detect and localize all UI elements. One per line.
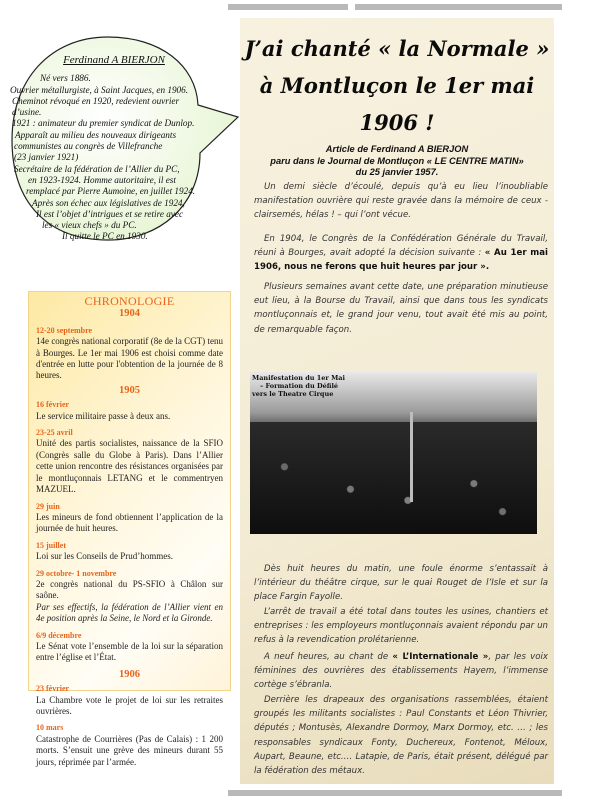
byline-line: paru dans le Journal de Montluçon « LE CENTRE MATIN» — [270, 155, 524, 166]
paragraph-1 — [254, 180, 548, 223]
bio-line: Après son échec aux législatives de 1924, — [32, 197, 185, 208]
event-text: Loi sur les Conseils de Prud’hommes. — [36, 551, 173, 562]
event-date: 29 octobre- 1 novembre — [36, 568, 117, 578]
year-heading: 1906 — [119, 668, 140, 680]
byline-line: Article de Ferdinand A BIERJON — [325, 144, 469, 154]
bio-line: (23 janvier 1921) — [14, 152, 79, 163]
bio-line: Apparaît au milieu des nouveaux dirigeants — [15, 129, 177, 140]
bio-line: Il quitte le PC en 1930. — [62, 231, 148, 242]
paragraph-text: En 1904, le Congrès de la Confédération Générale du Travail, réuni à Bourges, avait adopté la décision suivante : — [254, 234, 548, 259]
event-date: 16 février — [36, 400, 70, 410]
paragraph-3 — [254, 280, 548, 337]
event-text: Unité des partis socialistes, naissance de la SFIO (Congrès salle du Globe à Paris). Dans l’Allier cette union rencontre des résistances organisées par le montluçonnais LETANG et le commentryen MAZUEL. — [36, 438, 223, 495]
event-date: 15 juillet — [36, 540, 66, 550]
event-text: Le Sénat vote l’ensemble de la loi sur la séparation entre l’église et l’État. — [36, 640, 223, 663]
paragraph-text: Dès huit heures du matin, une foule énorme s’entassait à l’intérieur du théâtre cirque, sur le quai Rouget de l’Isle et sur la place Fargin Fayolle. — [254, 564, 548, 603]
title-line: 1906 ! — [359, 110, 435, 135]
event-date: 23-25 avril — [36, 428, 73, 438]
caption-line: – Formation du Défilé — [260, 382, 339, 390]
paragraph-7 — [254, 693, 548, 778]
photo-caption — [252, 374, 345, 398]
paragraph-text: Plusieurs semaines avant cette date, une préparation minutieuse eut lieu, à la Bourse du Travail, ainsi que dans tous les syndicats montluçonnais et, le grand jour venu, tout avait été mis au point, de remarquable façon. — [254, 282, 548, 335]
quote-bold: « Au 1er mai 1906, nous ne ferons que huit heures par jour ». — [254, 248, 548, 273]
paragraph-4 — [254, 562, 548, 605]
biography-bubble — [0, 25, 245, 260]
event-text: 2e congrès national du PS-SFIO à Châlon sur saône. — [36, 578, 223, 601]
event-date: 10 mars — [36, 723, 64, 733]
byline-line: du 25 janvier 1957. — [355, 167, 439, 177]
paragraph-6 — [254, 650, 548, 693]
bio-line: en 1923-1924. Homme autoritaire, il est — [28, 174, 176, 185]
chronology-title: CHRONOLOGIE — [84, 294, 175, 308]
top-rule-right — [355, 4, 562, 10]
event-date: 29 juin — [36, 501, 60, 511]
paragraph-text: L’arrêt de travail a été total dans toutes les usines, chantiers et entreprises : les employeurs montluçonnais avaient répondu par un refus à la revendication prolétarienne. — [254, 607, 548, 646]
quote-bold: « L’Internationale » — [392, 652, 489, 662]
event-date: 12-20 septembre — [36, 325, 93, 335]
paragraph-text: , par les voix féminines des ouvrières des établissements Hayem, l’immense cortège s’ébranla. — [254, 652, 549, 691]
event-text: 14e congrès national corporatif (8e de la CGT) tenu à Bourges. Le 1er mai 1906 est choisi comme date d'entrée en lutte pour l'obtention de la journée de 8 heures. — [36, 336, 223, 381]
event-date: 6/9 décembre — [36, 630, 82, 640]
photo-pole — [410, 412, 413, 502]
caption-line: Manifestation du 1er Mai — [252, 374, 345, 382]
bottom-rule — [228, 790, 562, 796]
bio-line: remplacé par Pierre Aumoine, en juillet 1924. — [26, 186, 196, 197]
bio-line: d’usine. — [12, 107, 42, 118]
article-title — [240, 30, 554, 141]
article-panel — [240, 18, 554, 784]
paragraph-text: Derrière les drapeaux des organisations rassemblées, étaient groupés les militants socialistes : Paul Constants et Léon Thivrier, députés ; Montusès, Alexandre Dormoy, Marx Dormoy, etc. … ; les responsables syndicaux Fonty, Duchereux, Fontenot, Méloux, Aupart, Beaune, etc.… Latapie, de Paris, était présent, délégué par la fédération des métaux. — [254, 695, 548, 777]
event-text: Les mineurs de fond obtiennent l’application de la journée de huit heures. — [36, 511, 223, 534]
bio-line: 1921 : animateur du premier syndicat de Dunlop. — [12, 118, 195, 129]
event-note: Par ses effectifs, la fédération de l’Allier vient en 4e position après la Seine, le Nord et la Gironde. — [36, 601, 223, 624]
paragraph-text: Un demi siècle d’écoulé, depuis qu’à eu lieu l’inoubliable manifestation ouvrière qui reste gravée dans la mémoire de ceux - clairsemés, hélas ! – qui l’ont vécue. — [254, 182, 548, 221]
photo-crowd — [250, 422, 537, 534]
chronology-box — [28, 291, 231, 767]
bio-line: Secrétaire de la fédération de l’Allier du PC, — [14, 163, 180, 174]
article-byline — [240, 144, 554, 179]
title-line: J’ai chanté « la Normale » — [244, 36, 550, 61]
paragraph-5 — [254, 605, 548, 648]
bio-line: communistes au congrès de Villefranche — [14, 141, 163, 152]
top-rule — [228, 4, 348, 10]
bio-line: Il est l’objet d’intrigues et se retire avec — [36, 208, 184, 219]
title-line: à Montluçon le 1er mai — [259, 73, 535, 98]
bio-line: Ouvrier métallurgiste, à Saint Jacques, en 1906. — [10, 84, 189, 95]
year-heading: 1904 — [119, 308, 140, 320]
bio-line: Cheminot révoqué en 1920, redevient ouvrier — [12, 95, 180, 106]
caption-line: vers le Theatre Cirque — [252, 390, 334, 398]
historic-photo — [250, 372, 537, 534]
event-text: Le service militaire passe à deux ans. — [36, 410, 171, 421]
biography-title: Ferdinand A BIERJON — [63, 54, 165, 66]
event-text: Catastrophe de Courrières (Pas de Calais) : 1 200 morts. S’ensuit une grève des mineurs durant 55 jours, réprimée par l’armée. — [36, 733, 223, 767]
paragraph-2 — [254, 232, 548, 275]
biography-text — [10, 54, 200, 243]
bio-line: Né vers 1886. — [40, 73, 91, 84]
paragraph-text: A neuf heures, au chant de — [264, 652, 393, 662]
event-date: 23 février — [36, 684, 70, 694]
bio-line: les « vieux chefs » du PC. — [42, 220, 137, 231]
event-text: La Chambre vote le projet de loi sur les retraites ouvrières. — [36, 694, 223, 716]
year-heading: 1905 — [119, 384, 140, 396]
